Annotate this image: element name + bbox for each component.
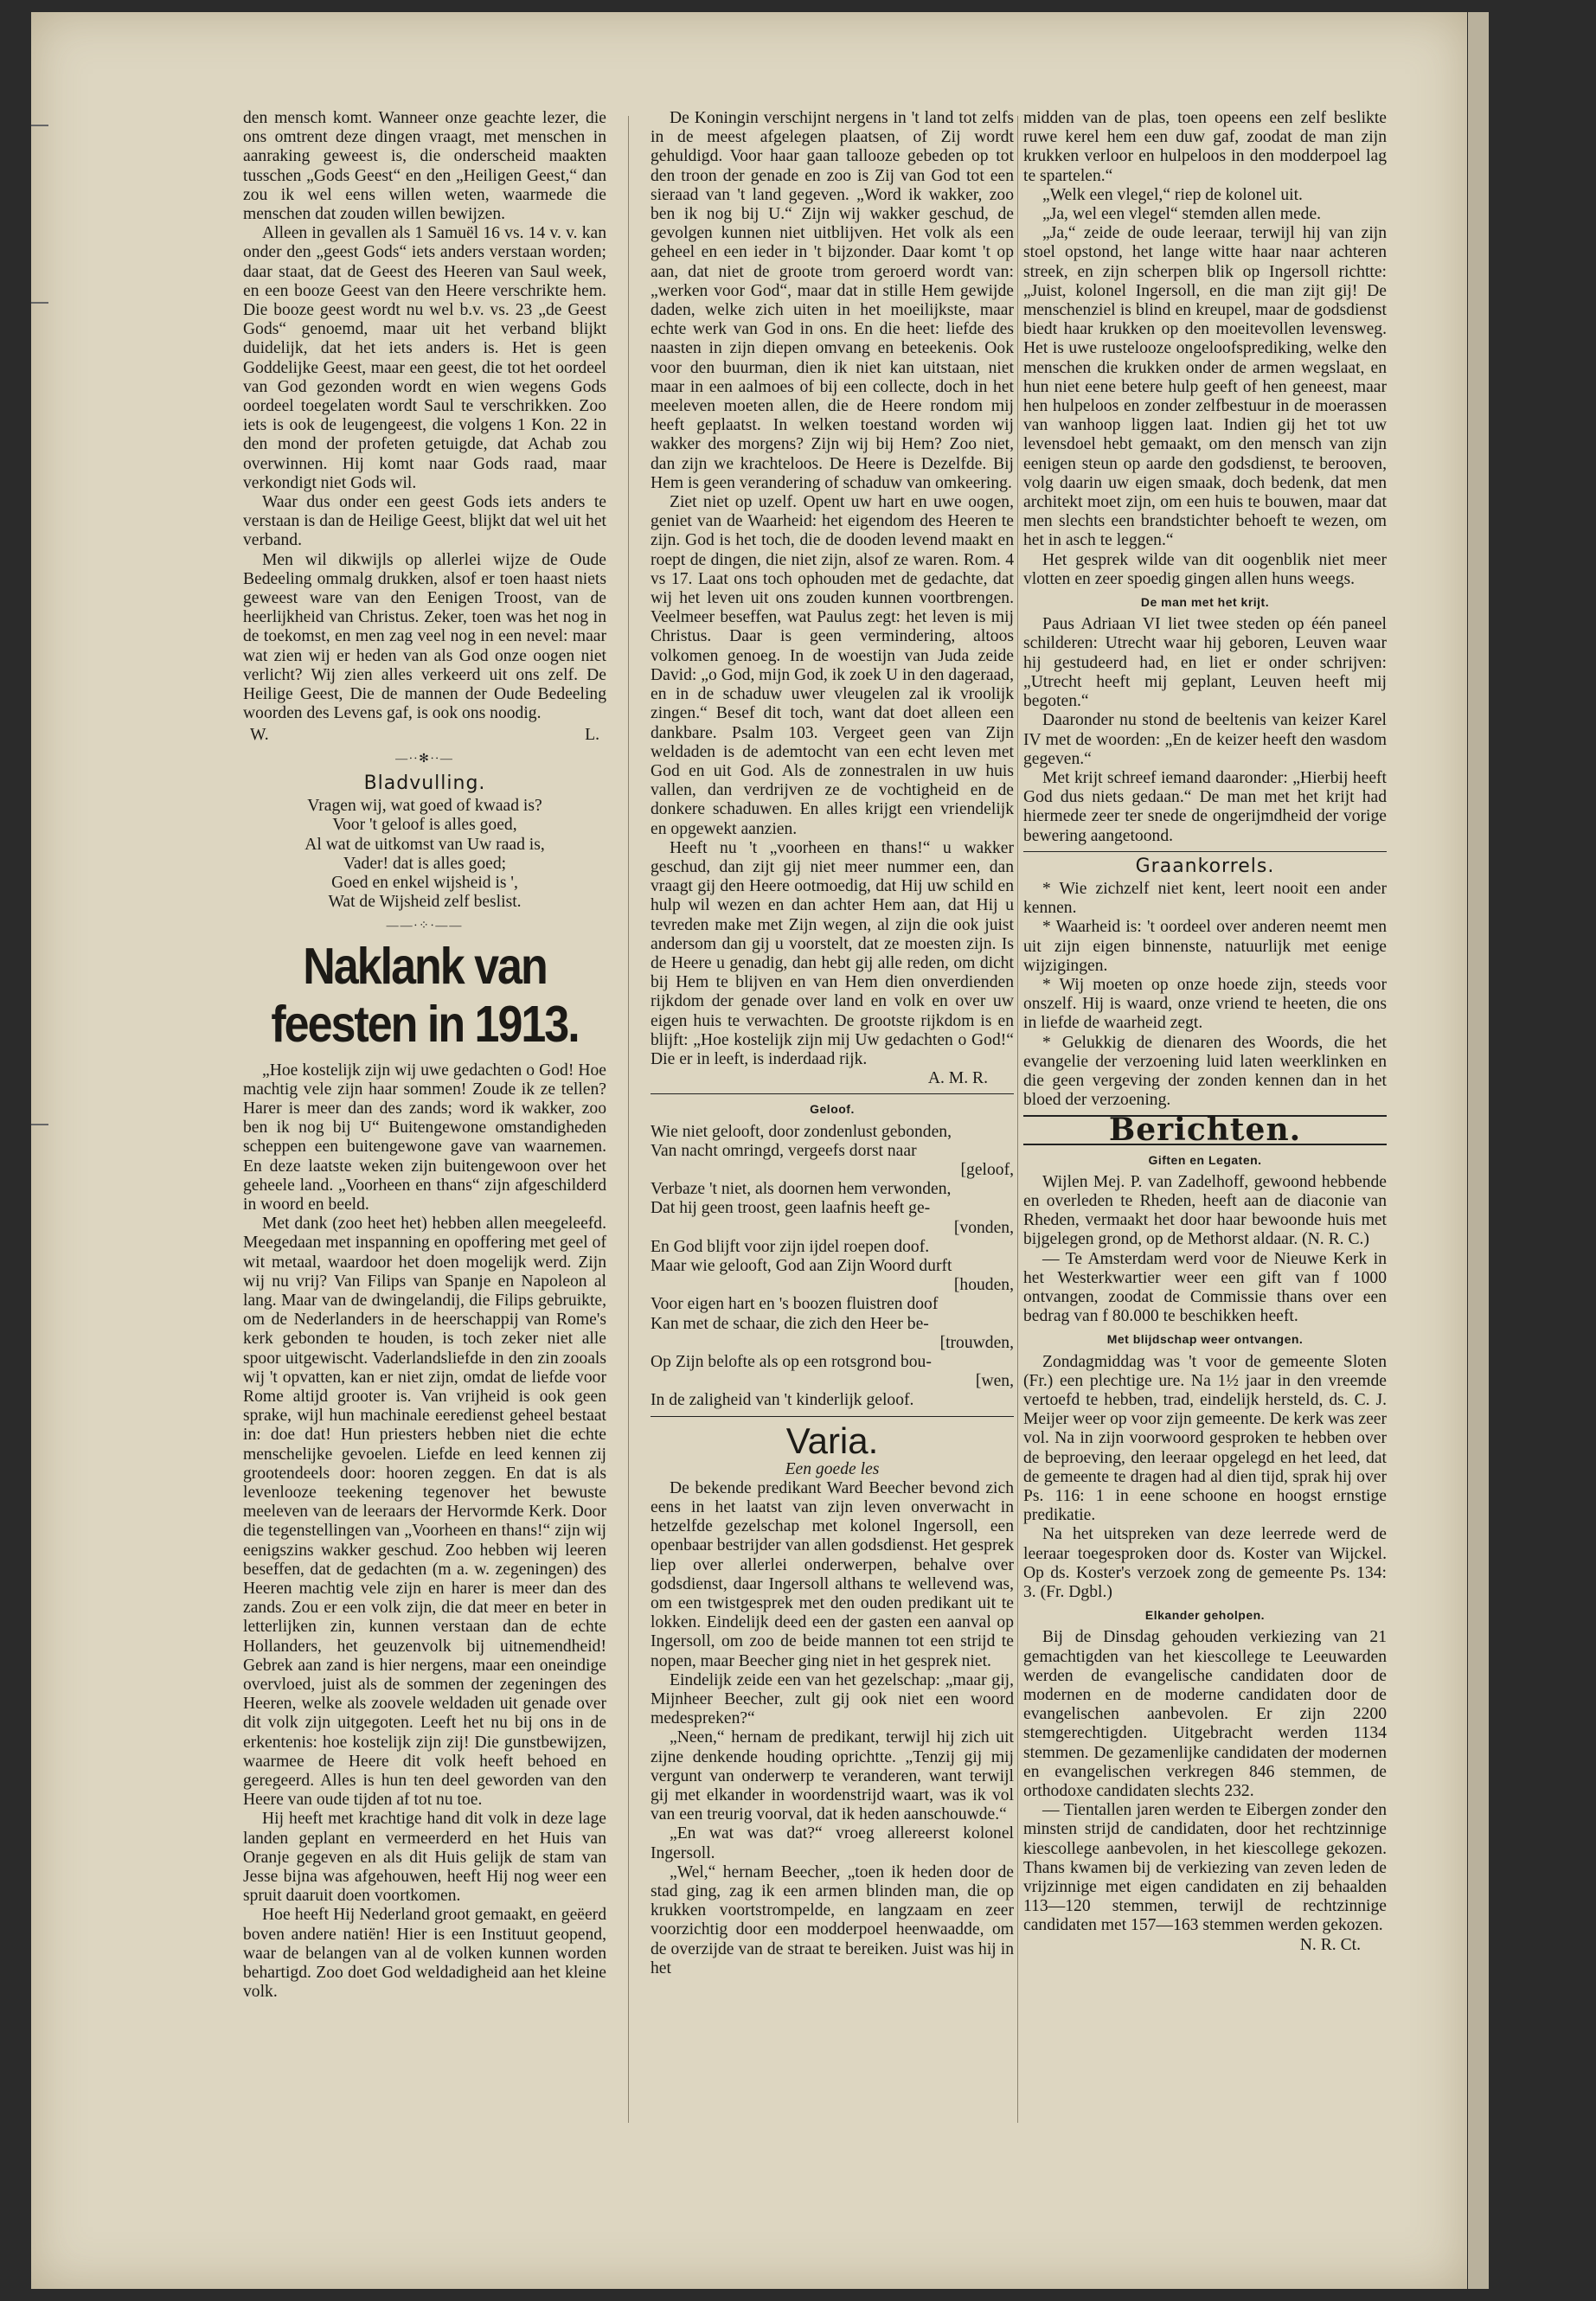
section-title-varia: Varia. (785, 1420, 879, 1461)
paragraph: „Hoe kostelijk zijn wij uwe gedachten o God! Hoe machtig vele zijn haar sommen! Zoude ik ze tellen? Harer is meer dan des zands; word ik wakker, zoo ben ik nog bij U“ Buitengewone omstandigheden scheppen een buitengewone gave van waarnemen. En deze laatste weken zijn buitengewoon over het geheele land. „Voorheen en thans“ zijn afgeschilderd in woord en beeld. (243, 1061, 606, 1214)
binder-mark (31, 302, 48, 304)
section-title-graankorrels: Graankorrels. (1135, 855, 1275, 877)
signature: A. M. R. (927, 1069, 988, 1088)
paragraph: Alleen in gevallen als 1 Samuël 16 vs. 14 v. v. kan onder den „geest Gods“ iets anders verstaan worden; daar staat, dat de Geest des Heeren van Saul week, en een booze Geest van den Heere verschrikte hem. Die booze geest wordt nu wel b.v. vs. 23 „de Geest Gods“ genoemd, maar uit het verband blijkt duidelijk, dat het iets anders is. Het is geen Goddelijke Geest, maar een geest, die tot het oordeel van God gezonden wordt en wien wegens Gods oordeel toegelaten wordt Saul te verschrikken. Zoo iets is ook de leugengeest, die volgens 1 Kon. 22 in den mond der profeten getuigde, dat Achab zou overwinnen. Hij komt naar Gods raad, maar verkondigt niet Gods wil. (243, 224, 606, 492)
paragraph: Ziet niet op uzelf. Opent uw hart en uwe oogen, geniet van de Waarheid: het eigendom des Heeren te zijn. God is het toch, die de dooden levend maakt en roept de dingen, die niet zijn, alsof ze waren. Rom. 4 vs 17. Laat ons toch ophouden met de gedachte, dat wij het leven uit ons zouden kunnen voortbrengen. Veelmeer beseffen, wat Paulus zegt: het leven is mij Christus. Daar is geen vermindering, altoos volkomen genoeg. In de woestijn van Juda zeide David: „o God, mijn God, ik zoek U in den dageraad, en in de schaduw uwer vleugelen zal ik vroolijk zingen.“ Besef dit toch, want dat doet alleen een dankbare. Psalm 103. Vergeet geen van Zijn weldaden is de ademtocht van een echt leven met God en uit God. Als de zonnestralen in uw huis vallen, dan verdrijven ze de vochtigheid en de donkere schaduwen. En alles krijgt een vriendelijk en opgewekt aanzien. (651, 493, 1014, 838)
poem-geloof (651, 1123, 1014, 1411)
ornament-divider: ——∙⁘∙—— (386, 920, 464, 933)
paragraph: Na het uitspreken van deze leerrede werd de leeraar toegesproken door ds. Koster van Wijckel. Op ds. Koster's verzoek zong de gemeente Ps. 134: 3. (Fr. Dgbl.) (1023, 1525, 1387, 1602)
paragraph: Daaronder nu stond de beeltenis van keizer Karel IV met de woorden: „En de keizer heeft den wasdom gegeven.“ (1023, 711, 1387, 768)
section-title-berichten: Berichten. (1023, 1115, 1387, 1144)
paragraph: Met dank (zoo heet het) hebben allen meegeleefd. Meegedaan met inspanning en opoffering met geel of wit metaal, waardoor het doen mogelijk werd. Zijn wij nu vrij? Van Filips van Spanje en Napoleon al lang. Maar van de dwingelandij, die Filips gebruikte, om de Nederlanders in de heerschappij van Rome's kerk gebonden te houden, is toch zeker niet alle spoor uitgewischt. Vaderlandsliefde in den zin zooals wij 't opvatten, kan er niet zijn, omdat de liefde voor Rome altijd grooter is. Van vrijheid is ook geen sprake, wijl hun machinale eeredienst geheel bestaat in: doe dat! Hun priesters hebben niet die echte menschelijke gevoelen. Liefde en leed kennen zij grootendeels door: hooren zeggen. En dat is als levenlooze teekening tegenover het bewuste meeleven van de leeraars der Hervormde Kerk. Door die tegenstellingen van „Voorheen en thans!“ zijn wij eenigszins wakker geschud. Zoo hebben wij leeren beseffen, dat de gedachten (m a. w. zegeningen) des Heeren machtig vele zijn en harer is meer dan des zands. Zou er een volk zijn, die dat meer en beter in letterlijken zin, kunnen verstaan dan de echte Hollanders, het geuzenvolk bij uitnemendheid! Gebrek aan zand is hier nergens, maar een oneindige overvloed, juist als de sommen der zegeningen des Heeren, welke als zoovele weldaden uit genade over dit volk zijn uitgegoten. Leeft het nu bij ons in de erkentenis: hoe kostelijk zijn zij! Die gunstbewijzen, waarmee de Heere dit volk heeft behoed en geregeerd. Alles is hun ten deel geworden van den Heere van oude tijden af tot nu toe. (243, 1215, 606, 1810)
paragraph: Waar dus onder een geest Gods iets anders te verstaan is dan de Heilige Geest, blijkt dat wel uit het verband. (243, 493, 606, 550)
signature: N. R. Ct. (1299, 1935, 1361, 1954)
poem-line: Voor 't geloof is alles goed, (332, 816, 517, 835)
poem-line: Van nacht omringd, vergeefs dorst naar (651, 1141, 917, 1160)
paragraph: „Wel,“ hernam Beecher, „toen ik heden door de stad ging, zag ik een armen blinden man, die op krukken voortstrompelde, en langzaam en zeer voorzichtig door een modderpoel heenwaadde, om de overzijde van de straat te bereiken. Juist was hij in het (651, 1862, 1014, 1977)
binder-mark (31, 125, 48, 126)
poem-line-cont: [trouwden, (939, 1333, 1014, 1352)
paragraph: * Waarheid is: 't oordeel over anderen neemt men uit zijn eigen binnenste, natuurlijk met eenige wijzigingen. (1023, 918, 1387, 975)
paragraph: * Wij moeten op onze hoede zijn, steeds voor onszelf. Hij is waard, onze vriend te heeten, die ons in liefde de waarheid zegt. (1023, 975, 1387, 1033)
poem-line: Wie niet gelooft, door zondenlust gebonden, (651, 1122, 952, 1141)
column-3 (1023, 109, 1387, 1955)
poem-line: Voor eigen hart en 's boozen fluistren doof (651, 1295, 939, 1314)
paragraph: Heeft nu 't „voorheen en thans!“ u wakker geschud, dan zijt gij niet meer nummer een, dan vraagt gij den Heere ootmoedig, dat Hij uw schild en hulp wil wezen en dan achter Hem aan, dat Hij u tevreden make met Zijn wegen, al zijn die ook juist andersom dan gij u voorstelt, dat ze moesten zijn. Is de Heere u genadig, dan hebt gij alle reden, om dicht bij Hem te blijven en van Hem dien onverdienden rijkdom der genade over land en volk en over uw eigen huis te verwachten. De grootste rijkdom is en blijft: „Hoe kostelijk zijn mij Uw gedachten o God!“ Die er in leeft, is inderdaad rijk. (651, 838, 1014, 1068)
paragraph: Hoe heeft Hij Nederland groot gemaakt, en geëerd boven andere natiën! Hier is een Instituut geopend, waar de belangen van al de volken kunnen worden behartigd. Zoo doet God weldadigheid aan het kleine volk. (243, 1906, 606, 2002)
paragraph: „Ja,“ zeide de oude leeraar, terwijl hij van zijn stoel opstond, het lange witte haar naar achteren streek, en zijn scherpen blik op Ingersoll richtte: „Juist, kolonel Ingersoll, en die man zijt gij! De menschenziel is blind en kreupel, maar de godsdienst biedt haar krukken op den moeitevollen levensweg. Het is uwe rustelooze ongeloofsprediking, welke den menschen die krukken onder de armen wegslaat, en hun niet eene betere hulp geeft of hen geneest, maar hen hulpeloos en zonder zelfbestuur in de moerassen van wanhoop liggen laat. Indien gij het tot uw levensdoel hebt gemaakt, om den mensch van zijn eenigen steun op aarde den godsdienst, te berooven, volg daarin uw eigen smaak, doch bedenk, dat men architekt moet zijn, om een huis te bouwen, maar dat men slechts een brandstichter behoeft te wezen, om het in asch te leggen.“ (1023, 224, 1387, 550)
poem-line-cont: [geloof, (960, 1160, 1014, 1179)
subsection-title-elkander: Elkander geholpen. (1144, 1608, 1266, 1623)
page-edge (1468, 12, 1489, 2289)
column-rule (628, 116, 629, 2123)
paragraph: Zondagmiddag was 't voor de gemeente Sloten (Fr.) een plechtige ure. Na 1½ jaar in den vreemde vertoefd te hebben, trad, eindelijk hersteld, ds. C. J. Meijer weer op voor zijn gemeente. De kerk was zeer vol. Na in zijn voorwoord gesproken te hebben over de beproeving, den leeraar opgelegd en het leed, dat de gemeente te dragen had al dien tijd, sprak hij over Ps. 116: 1 in eene schoone en hoogst ernstige predikatie. (1023, 1352, 1387, 1525)
column-1 (243, 109, 606, 2002)
newspaper-page (31, 12, 1467, 2289)
subsection-title-blijdschap: Met blijdschap weer ontvangen. (1106, 1332, 1304, 1347)
paragraph: Eindelijk zeide een van het gezelschap: „maar gij, Mijnheer Beecher, zult gij ook niet een woord medespreken?“ (651, 1670, 1014, 1728)
paragraph: „Ja, wel een vlegel“ stemden allen mede. (1042, 205, 1322, 224)
poem-line: In de zaligheid van 't kinderlijk geloof. (651, 1391, 914, 1410)
poem-line: Vragen wij, wat goed of kwaad is? (307, 797, 542, 816)
subsection-title-giften: Giften en Legaten. (1148, 1152, 1262, 1167)
paragraph: Het gesprek wilde van dit oogenblik niet meer vlotten en zeer spoedig gingen allen huns weegs. (1023, 550, 1387, 588)
poem-line-cont: [vonden, (953, 1218, 1014, 1237)
poem-line: Maar wie gelooft, God aan Zijn Woord durft (651, 1256, 952, 1275)
column-rule (1017, 116, 1018, 2123)
poem-line: En God blijft voor zijn ijdel roepen doof. (651, 1237, 930, 1256)
paragraph: * Wie zichzelf niet kent, leert nooit een ander kennen. (1023, 879, 1387, 918)
paragraph: Men wil dikwijls op allerlei wijze de Oude Bedeeling ommalg drukken, alsof er toen haast niets geweest ware van den Eenigen Troost, van de heerlijkheid van Christus. Zeker, toen was het nog in de toekomst, en men zag veel nog in een nevel: maar wat zien wij er heden van als God onze oogen niet verlicht? Wij zien alles verkeerd uit ons zelf. De Heilige Geest, Die de mannen der Oude Bedeeling woorden des Levens gaf, is ook ons noodig. (243, 550, 606, 723)
divider (651, 1093, 1014, 1094)
paragraph: „Welk een vlegel,“ riep de kolonel uit. (1042, 185, 1303, 204)
binder-mark (31, 1124, 48, 1125)
poem-line: Kan met de schaar, die zich den Heer be- (651, 1314, 929, 1333)
subtitle: Een goede les (785, 1459, 880, 1478)
paragraph: midden van de plas, toen opeens een zelf beslikte ruwe kerel hem een duw gaf, zoodat de man zijn krukken verloor en hulpeloos in den modderpoel lag te spartelen.“ (1023, 109, 1387, 185)
poem-line: Dat hij geen troost, geen laafnis heeft ge- (651, 1199, 931, 1218)
poem-line: Verbaze 't niet, als doornen hem verwonden, (651, 1180, 952, 1199)
poem-bladvulling (243, 797, 606, 912)
section-title-krijt: De man met het krijt. (1140, 595, 1270, 610)
poem-line-cont: [houden, (953, 1276, 1014, 1295)
poem-line: Wat de Wijsheid zelf beslist. (328, 893, 522, 912)
ornament-divider: —∙∙✻∙∙— (395, 752, 454, 766)
paragraph: Paus Adriaan VI liet twee steden op één paneel schilderen: Utrecht waar hij geboren, Leuven waar hij gestudeerd had, en liet er onder schrijven: „Utrecht heeft mij geplant, Leuven heeft mij begoten.“ (1023, 615, 1387, 711)
paragraph: Wijlen Mej. P. van Zadelhoff, gewoond hebbende en overleden te Rheden, heeft aan de diaconie van Rheden, vermaakt het door haar bewoonde huis met bijgelegen grond, op de Methorst aldaar. (N. R. C.) (1023, 1172, 1387, 1249)
paragraph: Met krijt schreef iemand daaronder: „Hierbij heeft God dus niets gedaan.“ De man met het krijt had hiermede zeer ter snede de ongerijmdheid der vorige bewering aangetoond. (1023, 768, 1387, 845)
divider (651, 1416, 1014, 1417)
paragraph: * Gelukkig de dienaren des Woords, die het evangelie der verzoening luid laten weerklinken en die geen vergeving der zonden kennen dan in het bloed der verzoening. (1023, 1033, 1387, 1110)
section-title-bladvulling: Bladvulling. (363, 772, 486, 794)
paragraph: „Neen,“ hernam de predikant, terwijl hij zich uit zijne denkende houding oprichtte. „Tenzij gij mij vergunt van onderwerp te veranderen, want terwijl gij met elkander in woordenstrijd waart, was ik vol van een treurig voorval, dat ik heden aanschouwde.“ (651, 1728, 1014, 1824)
poem-line: Al wat de uitkomst van Uw raad is, (304, 835, 545, 854)
signature (243, 726, 606, 745)
section-title-geloof: Geloof. (810, 1102, 855, 1117)
divider (1023, 851, 1387, 852)
paragraph: „En wat was dat?“ vroeg allereerst kolonel Ingersoll. (651, 1824, 1014, 1862)
paragraph: — Tientallen jaren werden te Eibergen zonder den minsten strijd de candidaten, door het rechtzinnige kiescollege aanbevolen, in het kiescollege gekozen. Thans kwamen bij de verkiezing van zeven leden de vrijzinnige met eigen candidaten en zij behaalden 113—120 stemmen, terwijl de rechtzinnige candidaten met 157—163 stemmen werden gekozen. (1023, 1801, 1387, 1935)
signature-right: L. (585, 725, 599, 744)
paragraph: Bij de Dinsdag gehouden verkiezing van 21 gemachtigden van het kiescollege te Leeuwarden werden de evangelische candidaten door de modernen en de moderne candidaten door de evangelischen aanbevolen. Er zijn 2200 stemgerechtigden. Uitgebracht werden 1134 stemmen. De gezamenlijke candidaten der modernen en evangelischen verkregen 846 stemmen, de orthodoxe candidaten slechts 232. (1023, 1628, 1387, 1801)
paragraph: den mensch komt. Wanneer onze geachte lezer, die ons omtrent deze dingen vraagt, met menschen in aanraking geweest is, die onderscheid maakten tusschen „Gods Geest“ en den „Heiligen Geest,“ dan zou ik wel eens willen weten, waarmede die menschen dat zouden willen bewijzen. (243, 109, 606, 224)
headline-naklank: Naklank van feesten in 1913. (271, 937, 579, 1054)
signature-left: W. (250, 725, 269, 744)
poem-line: Op Zijn belofte als op een rotsgrond bou- (651, 1353, 932, 1371)
paragraph: Hij heeft met krachtige hand dit volk in deze lage landen geplant en vermeerderd en het Huis van Oranje gegeven en als dit Huis gelijk de stam van Jesse bijna was afgehouwen, heeft Hij nog weer een spruit daaruit doen voortkomen. (243, 1810, 606, 1906)
column-2 (651, 109, 1014, 1978)
poem-line-cont: [wen, (975, 1372, 1014, 1391)
paragraph: De bekende predikant Ward Beecher bevond zich eens in het laatst van zijn leven onverwacht in hetzelfde gezelschap met kolonel Ingersoll, een openbaar bestrijder van allen godsdienst. Het gesprek liep over allerlei onderwerpen, behalve over godsdienst, daar Ingersoll althans te wellevend was, om een twistgesprek met den ouden predikant uit te lokken. Eindelijk deed een der gasten een aanval op Ingersoll, om zoo de beide mannen tot een strijd te nopen, maar Beecher ging niet in het gesprek niet. (651, 1478, 1014, 1670)
paragraph: — Te Amsterdam werd voor de Nieuwe Kerk in het Westerkwartier weer een gift van f 1000 ontvangen, zoodat de Commissie thans over een bedrag van f 80.000 te beschikken heeft. (1023, 1249, 1387, 1326)
poem-line: Vader! dat is alles goed; (343, 854, 507, 873)
poem-line: Goed en enkel wijsheid is ', (331, 873, 518, 892)
paragraph: De Koningin verschijnt nergens in 't land tot zelfs in de meest afgelegen plaatsen, of Zij wordt gehuldigd. Voor haar gaan tallooze gebeden op tot den troon der genade en zoo is Zij van God tot een sieraad van 't land gegeven. „Word ik wakker, zoo ben ik nog bij U.“ Zijn wij wakker geschud, de gevolgen kunnen niet uitblijven. Het volk als een geheel en een ieder in 't bijzonder. Daar komt 't op aan, dat niet de groote trom geroerd wordt van: „werken voor God“, maar dat in stille Hem gewijde daden, welke zich uiten in het moeilijkste, maar echte werk van God in ons. En die heet: liefde des naasten in zijn diepen omvang en beteekenis. Ook voor den buurman, dien ik niet kan uitstaan, niet maar in een aalmoes of bij een collecte, doch in het meeleven moeten allen, die de Heere rondom mij heeft geplaatst. In welken toestand worden wij wakker des morgens? Zijn wij bij Hem? Zoo niet, dan zijn we krachteloos. De Heere is Dezelfde. Bij Hem is geen verandering of schaduw van omkeering. (651, 109, 1014, 492)
